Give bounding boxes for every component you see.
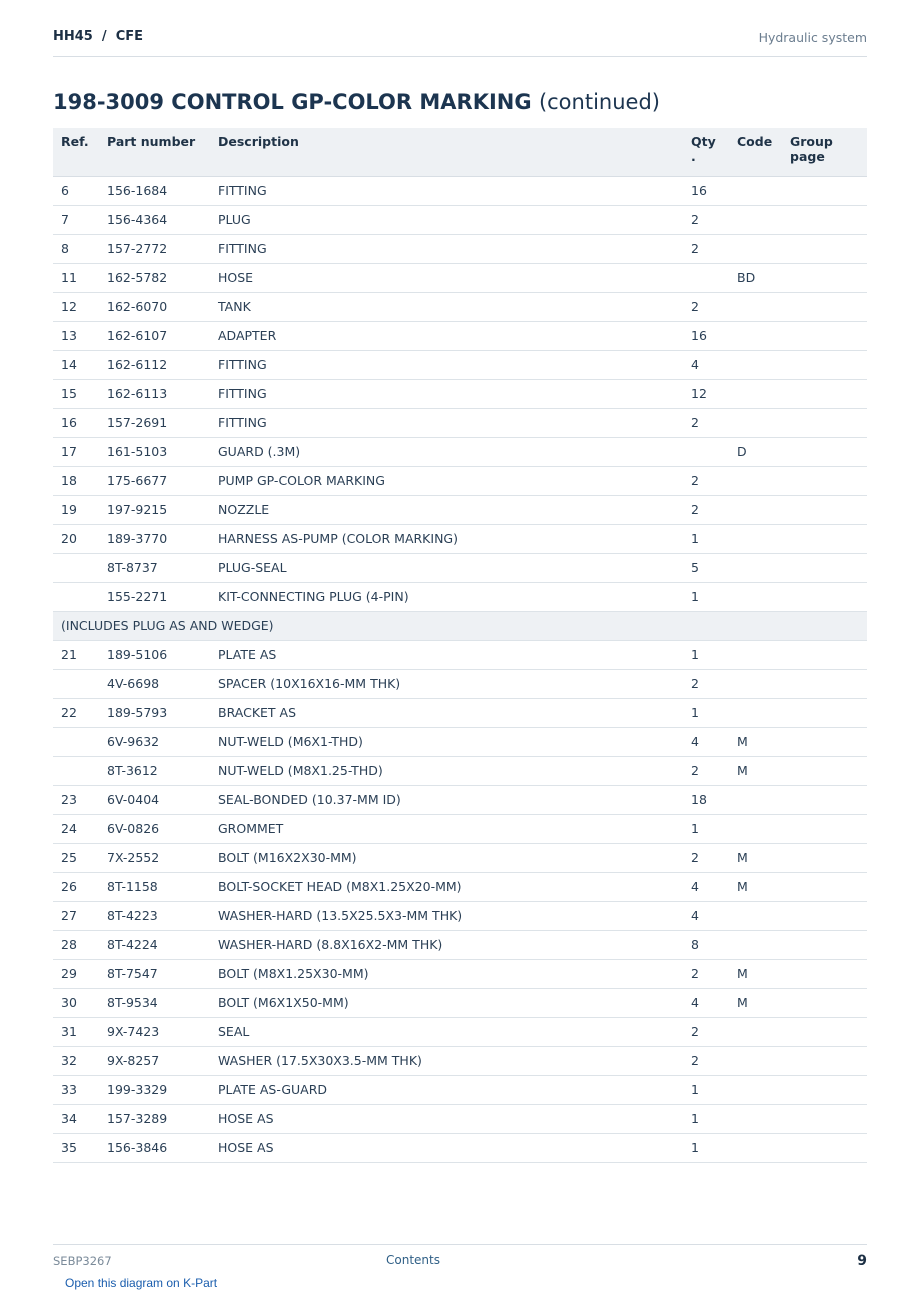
cell-ref: 35 — [53, 1133, 99, 1162]
table-row — [53, 205, 867, 234]
cell-ref — [53, 756, 99, 785]
cell-group-page — [782, 1104, 867, 1133]
cell-code — [729, 350, 782, 379]
cell-part-number: 4V-6698 — [99, 669, 210, 698]
cell-qty: 4 — [683, 727, 729, 756]
cell-qty: 2 — [683, 495, 729, 524]
cell-code — [729, 785, 782, 814]
cell-part-number: 189-3770 — [99, 524, 210, 553]
cell-part-number: 8T-7547 — [99, 959, 210, 988]
cell-ref: 21 — [53, 640, 99, 669]
cell-code: M — [729, 872, 782, 901]
cell-ref: 29 — [53, 959, 99, 988]
cell-ref: 26 — [53, 872, 99, 901]
cell-group-page — [782, 379, 867, 408]
col-header-part-number: Part number — [99, 128, 210, 176]
cell-ref: 7 — [53, 205, 99, 234]
cell-ref — [53, 582, 99, 611]
cell-part-number: 162-6070 — [99, 292, 210, 321]
table-row — [53, 640, 867, 669]
cell-code: M — [729, 843, 782, 872]
cell-part-number: 162-6112 — [99, 350, 210, 379]
cell-qty: 2 — [683, 1046, 729, 1075]
cell-code — [729, 1046, 782, 1075]
cell-qty: 18 — [683, 785, 729, 814]
cell-part-number: 157-2691 — [99, 408, 210, 437]
table-row — [53, 1133, 867, 1162]
cell-code — [729, 466, 782, 495]
cell-group-page — [782, 1046, 867, 1075]
cell-ref: 25 — [53, 843, 99, 872]
cell-qty: 1 — [683, 640, 729, 669]
cell-code — [729, 234, 782, 263]
table-row — [53, 959, 867, 988]
cell-group-page — [782, 408, 867, 437]
cell-qty: 2 — [683, 959, 729, 988]
cell-description: WASHER-HARD (13.5X25.5X3-MM THK) — [210, 901, 683, 930]
cell-ref: 11 — [53, 263, 99, 292]
table-row — [53, 1075, 867, 1104]
cell-ref — [53, 669, 99, 698]
table-row — [53, 843, 867, 872]
cell-description: PLUG — [210, 205, 683, 234]
cell-description: PLATE AS-GUARD — [210, 1075, 683, 1104]
cell-code — [729, 176, 782, 205]
cell-qty: 4 — [683, 872, 729, 901]
cell-part-number: 8T-1158 — [99, 872, 210, 901]
cell-qty: 1 — [683, 582, 729, 611]
cell-qty: 2 — [683, 756, 729, 785]
cell-qty: 5 — [683, 553, 729, 582]
cell-code — [729, 205, 782, 234]
cell-code — [729, 379, 782, 408]
cell-part-number: 6V-0826 — [99, 814, 210, 843]
cell-code: M — [729, 988, 782, 1017]
cell-description: SEAL — [210, 1017, 683, 1046]
cell-group-page — [782, 234, 867, 263]
table-row — [53, 408, 867, 437]
cell-group-page — [782, 756, 867, 785]
cell-ref: 30 — [53, 988, 99, 1017]
cell-code — [729, 640, 782, 669]
cell-group-page — [782, 785, 867, 814]
table-row — [53, 1104, 867, 1133]
page-header — [53, 28, 867, 57]
cell-qty: 4 — [683, 988, 729, 1017]
cell-description: FITTING — [210, 350, 683, 379]
cell-part-number: 162-6113 — [99, 379, 210, 408]
title-main: 198-3009 CONTROL GP-COLOR MARKING — [53, 90, 532, 114]
cell-ref: 8 — [53, 234, 99, 263]
cell-group-page — [782, 930, 867, 959]
table-row — [53, 901, 867, 930]
table-row — [53, 988, 867, 1017]
table-row — [53, 234, 867, 263]
cell-qty: 1 — [683, 814, 729, 843]
cell-group-page — [782, 727, 867, 756]
cell-description: FITTING — [210, 234, 683, 263]
cell-qty: 2 — [683, 466, 729, 495]
parts-table-body — [53, 176, 867, 1162]
cell-qty: 1 — [683, 1104, 729, 1133]
cell-ref: 33 — [53, 1075, 99, 1104]
cell-ref — [53, 727, 99, 756]
cell-group-page — [782, 698, 867, 727]
cell-code — [729, 553, 782, 582]
cell-code: M — [729, 959, 782, 988]
cell-group-page — [782, 1133, 867, 1162]
cell-code: D — [729, 437, 782, 466]
cell-description: BOLT (M6X1X50-MM) — [210, 988, 683, 1017]
cell-qty: 1 — [683, 698, 729, 727]
cell-description: HARNESS AS-PUMP (COLOR MARKING) — [210, 524, 683, 553]
cell-description: PLUG-SEAL — [210, 553, 683, 582]
cell-group-page — [782, 669, 867, 698]
cell-ref: 23 — [53, 785, 99, 814]
cell-code — [729, 1133, 782, 1162]
cell-ref: 19 — [53, 495, 99, 524]
cell-code: BD — [729, 263, 782, 292]
cell-qty: 2 — [683, 843, 729, 872]
cell-part-number: 156-1684 — [99, 176, 210, 205]
cell-description: NUT-WELD (M8X1.25-THD) — [210, 756, 683, 785]
cell-group-page — [782, 263, 867, 292]
cell-ref: 34 — [53, 1104, 99, 1133]
cell-group-page — [782, 524, 867, 553]
table-row — [53, 437, 867, 466]
cell-group-page — [782, 901, 867, 930]
cell-part-number: 189-5793 — [99, 698, 210, 727]
document-id: SEBP3267 — [53, 1254, 112, 1268]
cell-group-page — [782, 292, 867, 321]
cell-description: WASHER (17.5X30X3.5-MM THK) — [210, 1046, 683, 1075]
cell-description: SEAL-BONDED (10.37-MM ID) — [210, 785, 683, 814]
cell-code — [729, 814, 782, 843]
cell-group-page — [782, 495, 867, 524]
table-row — [53, 495, 867, 524]
cell-description: KIT-CONNECTING PLUG (4-PIN) — [210, 582, 683, 611]
col-header-qty: Qty . — [683, 128, 729, 176]
cell-part-number: 175-6677 — [99, 466, 210, 495]
cell-group-page — [782, 1075, 867, 1104]
cell-qty: 8 — [683, 930, 729, 959]
cell-ref: 22 — [53, 698, 99, 727]
document-brand: HH45 / CFE — [53, 29, 144, 44]
cell-group-page — [782, 437, 867, 466]
table-row — [53, 814, 867, 843]
cell-part-number: 8T-8737 — [99, 553, 210, 582]
cell-ref: 17 — [53, 437, 99, 466]
table-note-row — [53, 611, 867, 640]
cell-ref: 24 — [53, 814, 99, 843]
cell-ref: 32 — [53, 1046, 99, 1075]
cell-description: FITTING — [210, 379, 683, 408]
table-row — [53, 930, 867, 959]
cell-code — [729, 408, 782, 437]
cell-group-page — [782, 205, 867, 234]
cell-part-number: 8T-9534 — [99, 988, 210, 1017]
contents-link[interactable]: Contents — [386, 1253, 440, 1267]
cell-ref: 16 — [53, 408, 99, 437]
cell-code — [729, 1075, 782, 1104]
cell-part-number: 6V-9632 — [99, 727, 210, 756]
table-row — [53, 466, 867, 495]
cell-description: GUARD (.3M) — [210, 437, 683, 466]
cell-ref: 12 — [53, 292, 99, 321]
cell-code — [729, 1104, 782, 1133]
cell-code — [729, 930, 782, 959]
cell-code — [729, 495, 782, 524]
table-row — [53, 698, 867, 727]
cell-group-page — [782, 1017, 867, 1046]
cell-qty: 12 — [683, 379, 729, 408]
cell-code: M — [729, 756, 782, 785]
cell-part-number: 156-4364 — [99, 205, 210, 234]
col-header-ref: Ref. — [53, 128, 99, 176]
cell-qty: 1 — [683, 524, 729, 553]
cell-code — [729, 669, 782, 698]
cell-ref: 31 — [53, 1017, 99, 1046]
cell-qty: 2 — [683, 408, 729, 437]
cell-qty: 16 — [683, 321, 729, 350]
col-header-description: Description — [210, 128, 683, 176]
cell-description: PUMP GP-COLOR MARKING — [210, 466, 683, 495]
cell-ref: 13 — [53, 321, 99, 350]
col-header-group-page: Group page — [782, 128, 867, 176]
cell-ref: 14 — [53, 350, 99, 379]
table-row — [53, 582, 867, 611]
page-title — [53, 90, 660, 114]
cell-description: HOSE AS — [210, 1104, 683, 1133]
table-row — [53, 756, 867, 785]
cell-qty — [683, 263, 729, 292]
table-row — [53, 1017, 867, 1046]
table-row — [53, 350, 867, 379]
cell-part-number: 189-5106 — [99, 640, 210, 669]
table-header-row — [53, 128, 867, 176]
cell-description: NOZZLE — [210, 495, 683, 524]
cell-description: BRACKET AS — [210, 698, 683, 727]
cell-group-page — [782, 321, 867, 350]
parts-table — [53, 128, 867, 1163]
cell-description: HOSE AS — [210, 1133, 683, 1162]
title-suffix: (continued) — [538, 90, 660, 114]
cell-code — [729, 321, 782, 350]
section-name: Hydraulic system — [758, 30, 867, 45]
cell-part-number: 157-2772 — [99, 234, 210, 263]
cell-description: PLATE AS — [210, 640, 683, 669]
table-row — [53, 553, 867, 582]
cell-group-page — [782, 988, 867, 1017]
cell-part-number: 9X-7423 — [99, 1017, 210, 1046]
cell-description: BOLT (M16X2X30-MM) — [210, 843, 683, 872]
cell-description: BOLT (M8X1.25X30-MM) — [210, 959, 683, 988]
table-row — [53, 379, 867, 408]
cell-code — [729, 582, 782, 611]
cell-ref: 20 — [53, 524, 99, 553]
table-row — [53, 292, 867, 321]
cell-description: BOLT-SOCKET HEAD (M8X1.25X20-MM) — [210, 872, 683, 901]
cell-part-number: 7X-2552 — [99, 843, 210, 872]
cell-ref: 6 — [53, 176, 99, 205]
table-row — [53, 176, 867, 205]
cell-group-page — [782, 843, 867, 872]
cell-code — [729, 524, 782, 553]
cell-part-number: 155-2271 — [99, 582, 210, 611]
cell-description: SPACER (10X16X16-MM THK) — [210, 669, 683, 698]
table-row — [53, 727, 867, 756]
cell-part-number: 8T-3612 — [99, 756, 210, 785]
cell-code — [729, 292, 782, 321]
cell-ref: 18 — [53, 466, 99, 495]
page-number: 9 — [857, 1253, 867, 1269]
cell-part-number: 161-5103 — [99, 437, 210, 466]
cell-group-page — [782, 640, 867, 669]
cell-qty — [683, 437, 729, 466]
cell-code — [729, 1017, 782, 1046]
cell-part-number: 9X-8257 — [99, 1046, 210, 1075]
cell-group-page — [782, 872, 867, 901]
cell-part-number: 197-9215 — [99, 495, 210, 524]
cell-description: GROMMET — [210, 814, 683, 843]
cell-part-number: 162-5782 — [99, 263, 210, 292]
cell-qty: 2 — [683, 292, 729, 321]
cell-qty: 1 — [683, 1075, 729, 1104]
cell-description: WASHER-HARD (8.8X16X2-MM THK) — [210, 930, 683, 959]
cell-code — [729, 901, 782, 930]
table-row — [53, 524, 867, 553]
cell-group-page — [782, 466, 867, 495]
cell-part-number: 157-3289 — [99, 1104, 210, 1133]
cell-ref: 27 — [53, 901, 99, 930]
page-footer — [53, 1244, 867, 1275]
table-row — [53, 263, 867, 292]
cell-description: FITTING — [210, 176, 683, 205]
cell-description: TANK — [210, 292, 683, 321]
col-header-code: Code — [729, 128, 782, 176]
cell-qty: 16 — [683, 176, 729, 205]
cell-description: FITTING — [210, 408, 683, 437]
cell-ref: 15 — [53, 379, 99, 408]
kpart-diagram-link[interactable]: Open this diagram on K-Part — [65, 1276, 218, 1290]
cell-group-page — [782, 553, 867, 582]
table-row — [53, 785, 867, 814]
cell-qty: 1 — [683, 1133, 729, 1162]
cell-qty: 2 — [683, 1017, 729, 1046]
cell-qty: 2 — [683, 234, 729, 263]
cell-qty: 2 — [683, 669, 729, 698]
table-row — [53, 872, 867, 901]
cell-qty: 2 — [683, 205, 729, 234]
cell-group-page — [782, 176, 867, 205]
cell-description: NUT-WELD (M6X1-THD) — [210, 727, 683, 756]
cell-part-number: 8T-4224 — [99, 930, 210, 959]
cell-note: (INCLUDES PLUG AS AND WEDGE) — [53, 611, 867, 640]
cell-ref: 28 — [53, 930, 99, 959]
cell-group-page — [782, 959, 867, 988]
cell-part-number: 8T-4223 — [99, 901, 210, 930]
table-row — [53, 669, 867, 698]
cell-description: ADAPTER — [210, 321, 683, 350]
cell-part-number: 162-6107 — [99, 321, 210, 350]
cell-description: HOSE — [210, 263, 683, 292]
cell-part-number: 6V-0404 — [99, 785, 210, 814]
cell-group-page — [782, 582, 867, 611]
table-row — [53, 321, 867, 350]
cell-part-number: 156-3846 — [99, 1133, 210, 1162]
cell-qty: 4 — [683, 901, 729, 930]
cell-group-page — [782, 350, 867, 379]
cell-ref — [53, 553, 99, 582]
cell-part-number: 199-3329 — [99, 1075, 210, 1104]
cell-code: M — [729, 727, 782, 756]
cell-group-page — [782, 814, 867, 843]
table-row — [53, 1046, 867, 1075]
cell-code — [729, 698, 782, 727]
cell-qty: 4 — [683, 350, 729, 379]
